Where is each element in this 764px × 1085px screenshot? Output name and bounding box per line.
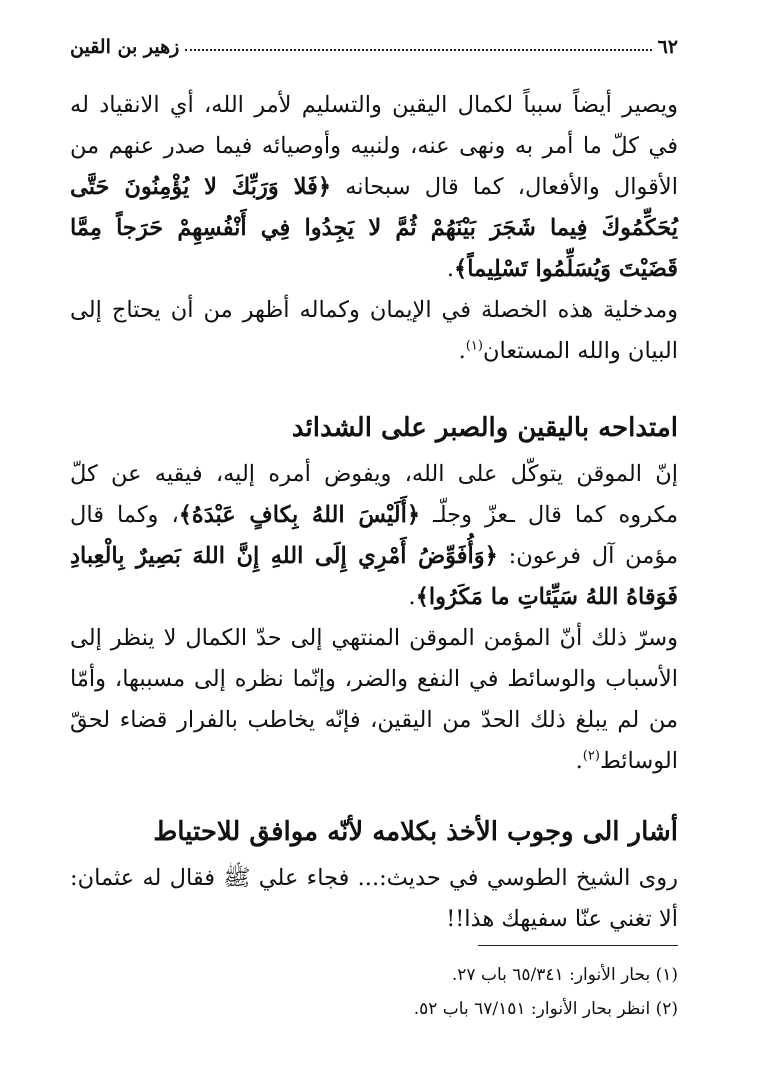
paragraph-text: روى الشيخ الطوسي في حديث:... فجاء علي ﷺ فقال له عثمان: ألا تغني عنّا سفيهك هذا!! xyxy=(70,865,678,932)
page-body xyxy=(70,85,678,940)
footnote-1: (١) بحار الأنوار: ٦٥/٣٤١ باب ٢٧. xyxy=(451,965,678,985)
quran-verse: ﴿فَلا وَرَبِّكَ لا يُؤْمِنُونَ حَتَّى يُحَكِّمُوكَ فِيما شَجَرَ بَيْنَهُمْ ثُمَّ لا يَجِدُوا فِي أَنْفُسِهِمْ حَرَجاً مِمَّا قَضَيْتَ وَيُسَلِّمُوا تَسْلِيماً﴾ xyxy=(70,174,678,282)
page-header xyxy=(70,28,678,58)
paragraph-trust: إنّ الموقن يتوكّل على الله، ويفوض أمره إليه، فيقيه عن كلّ مكروه كما قال ـعزّ وجلّـ ﴿أَلَيْسَ اللهُ بِكافٍ عَبْدَهُ﴾، وكما قال مؤمن آل فرعون: ﴿وَأُفَوِّضُ أَمْرِي إِلَى اللهِ إِنَّ اللهَ بَصِيرٌ بِالْعِبادِ فَوَقاهُ اللهُ سَيِّئاتِ ما مَكَرُوا﴾. xyxy=(70,461,679,610)
footnotes xyxy=(70,958,678,1026)
paragraph-text: ، وكما قال مؤمن آل فرعون: xyxy=(70,502,679,569)
section-heading-precaution: أشار الى وجوب الأخذ بكلامه لأنّه موافق للاحتياط xyxy=(153,817,678,847)
paragraph-faith: ومدخلية هذه الخصلة في الإيمان وكماله أظهر من أن يحتاج إلى البيان والله المستعان$^{(١)}$. xyxy=(70,297,678,364)
paragraph-tusi-narration xyxy=(70,858,678,940)
footnote-ref-1: (١) xyxy=(465,338,483,354)
paragraph-text: إنّ الموقن يتوكّل على الله، ويفوض أمره إليه، فيقيه عن كلّ مكروه كما قال ـعزّ وجلّـ xyxy=(70,461,679,528)
quran-verse: ﴿وَأُفَوِّضُ أَمْرِي إِلَى اللهِ إِنَّ اللهَ بَصِيرٌ بِالْعِبادِ فَوَقاهُ اللهُ سَيِّئاتِ ما مَكَرُوا﴾ xyxy=(70,543,678,610)
running-title: زهير بن القين xyxy=(70,36,180,58)
paragraph-text: ومدخلية هذه الخصلة في الإيمان وكماله أظهر من أن يحتاج إلى البيان والله المستعان xyxy=(70,297,678,364)
header-dot-leader xyxy=(185,49,651,51)
footnote-separator xyxy=(478,945,678,946)
paragraph-secret: وسرّ ذلك أنّ المؤمن الموقن المنتهي إلى حدّ الكمال لا ينظر إلى الأسباب والوسائط في النفع والضر، وإنّما نظره إلى مسببها، وأمّا من لم يبلغ ذلك الحدّ من اليقين، فإنّه يخاطب بالفرار قضاء لحقّ الوسائط$^{(٢)}$. xyxy=(70,625,678,774)
footnote-2: (٢) انظر بحار الأنوار: ٦٧/١٥١ باب ٥٢. xyxy=(413,999,678,1019)
paragraph-text: ويصير أيضاً سبباً لكمال اليقين والتسليم لأمر الله، أي الانقياد له في كلّ ما أمر به ونهى عنه، ولنبيه وأوصيائه فيما صدر عنهم من الأقوال والأفعال، كما قال سبحانه xyxy=(70,92,678,200)
quran-verse: ﴿أَلَيْسَ اللهُ بِكافٍ عَبْدَهُ﴾ xyxy=(178,502,421,528)
footnote-ref-2: (٢) xyxy=(582,748,600,764)
paragraph-text: وسرّ ذلك أنّ المؤمن الموقن المنتهي إلى حدّ الكمال لا ينظر إلى الأسباب والوسائط في النفع والضر، وإنّما نظره إلى مسببها، وأمّا من لم يبلغ ذلك الحدّ من اليقين، فإنّه يخاطب بالفرار قضاء لحقّ الوسائط xyxy=(70,625,678,774)
page-number: ٦٢ xyxy=(657,36,678,58)
paragraph-certainty-submission: ويصير أيضاً سبباً لكمال اليقين والتسليم لأمر الله، أي الانقياد له في كلّ ما أمر به ونهى عنه، ولنبيه وأوصيائه فيما صدر عنهم من الأقوال والأفعال، كما قال سبحانه ﴿فَلا وَرَبِّكَ لا يُؤْمِنُونَ حَتَّى يُحَكِّمُوكَ فِيما شَجَرَ بَيْنَهُمْ ثُمَّ لا يَجِدُوا فِي أَنْفُسِهِمْ حَرَجاً مِمَّا قَضَيْتَ وَيُسَلِّمُوا تَسْلِيماً﴾. xyxy=(70,92,678,282)
section-heading-certainty-patience: امتداحه باليقين والصبر على الشدائد xyxy=(291,413,678,443)
